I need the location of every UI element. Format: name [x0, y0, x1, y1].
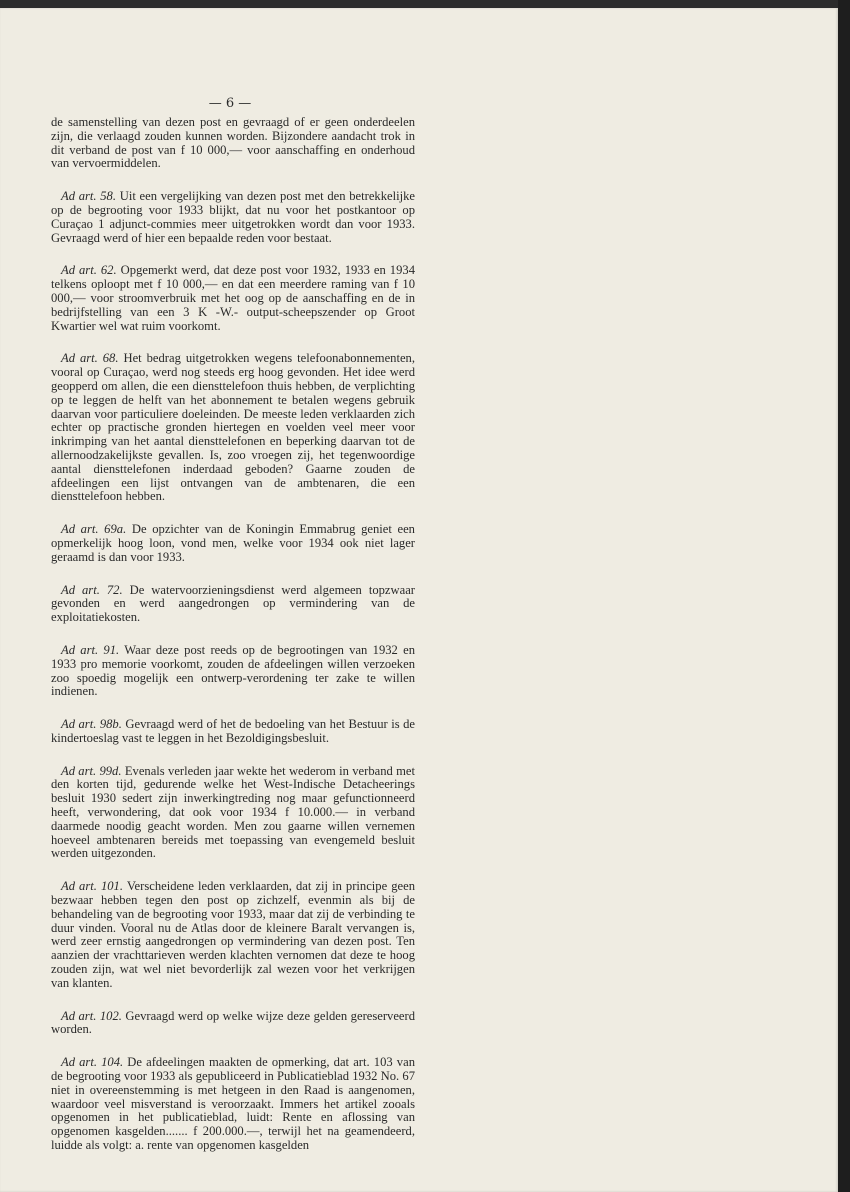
paragraph-art-62 [51, 264, 415, 333]
article-reference: Ad art. 104. [61, 1055, 124, 1070]
paragraph-continuation [51, 116, 415, 171]
article-reference: Ad art. 72. [61, 582, 123, 597]
paragraph-art-72 [51, 584, 415, 625]
paragraph-text: Het bedrag uitgetrokken wegens telefoonabonnementen, vooral op Curaçao, werd nog steeds erg hoog gevonden. Het idee werd geopperd om allen, die een diensttelefoon thuis hebben, de verplichting op te leggen de helft van het abonnement te betalen wegens gebruik daarvan voor particuliere doeleinden. De meeste leden verklaarden zich echter op practische gronden hiertegen en voelden veel meer voor inkrimping van het aantal diensttelefonen en beperking daarvan tot de allernoodzakelijkste gevallen. Is, zoo vroegen zij, het tegenwoordige aantal diensttelefonen inderdaad geboden? Gaarne zouden de afdeelingen een lijst ontvangen van de ambtenaren, die een diensttelefoon hebben. [51, 351, 416, 504]
paragraph-art-104 [51, 1056, 415, 1153]
page-body [51, 116, 415, 1172]
scan-top-border [0, 0, 850, 8]
paragraph-text: Uit een vergelijking van dezen post met den betrekkelijke op de begrooting voor 1933 blijkt, dat nu voor het postkantoor op Curaçao 1 adjunct-commies meer uitgetrokken wordt dan voor 1933. Gevraagd werd of hier een bepaalde reden voor bestaat. [51, 189, 415, 245]
article-reference: Ad art. 58. [61, 189, 117, 204]
article-reference: Ad art. 98b. [61, 717, 122, 732]
paragraph-text: Evenals verleden jaar wekte het wederom in verband met den korten tijd, gedurende welke het West-Indische Detacheerings besluit 1930 sedert zijn inwerkingtreding nog maar gefunctionneerd heeft, verwondering, dat ook voor 1934 f 10.000.— in verband daarmede noodig geacht worden. Men zou gaarne willen vernemen hoeveel ambtenaren bereids met toepassing van evengemeld besluit werden uitgezonden. [51, 763, 416, 861]
article-reference: Ad art. 99d. [61, 763, 122, 778]
paragraph-art-99d [51, 765, 415, 862]
scan-right-border [838, 0, 850, 1192]
paragraph-art-69a [51, 523, 415, 564]
article-reference: Ad art. 101. [61, 879, 123, 894]
paragraph-text: Verscheidene leden verklaarden, dat zij in principe geen bezwaar hebben tegen den post op zichzelf, evenmin als bij de behandeling van de begrooting voor 1933, maar dat zij de verbinding te duur vinden. Vooral nu de Atlas door de kleinere Baralt vervangen is, werd zeer ernstig aangedrongen op vermindering van dezen post. Ten aanzien der vrachttarieven werden klachten vernomen dat deze te hoog zouden zijn, wat wel niet bevorderlijk zal wezen voor het verkrijgen van klanten. [51, 879, 416, 990]
paragraph-art-101 [51, 880, 415, 990]
page-number: — 6 — [208, 96, 252, 111]
article-reference: Ad art. 68. [61, 351, 119, 366]
paragraph-text: De afdeelingen maakten de opmerking, dat art. 103 van de begrooting voor 1933 als gepubliceerd in Publicatieblad 1932 No. 67 niet in overeenstemming is met hetgeen in den Raad is aangenomen, waardoor veel misverstand is veroorzaakt. Immers het artikel zooals opgenomen in het publicatieblad, luidt: Rente en aflossing van opgenomen kasgelden....... f 200.000.—, terwijl het na geamendeerd, luidde als volgt: a. rente van opgenomen kasgelden [51, 1055, 415, 1153]
paragraph-text: Gevraagd werd op welke wijze deze gelden gereserveerd worden. [51, 1008, 416, 1037]
article-reference: Ad art. 91. [61, 642, 120, 657]
document-page [0, 8, 838, 1192]
paragraph-text: De watervoorzieningsdienst werd algemeen topzwaar gevonden en werd aangedrongen op vermindering van de exploitatiekosten. [51, 582, 415, 625]
paragraph-art-102 [51, 1010, 415, 1038]
article-reference: Ad art. 69a. [61, 522, 127, 537]
paragraph-art-68 [51, 352, 415, 504]
paragraph-art-98b [51, 718, 415, 746]
paragraph-text: Gevraagd werd of het de bedoeling van het Bestuur is de kindertoeslag vast te leggen in het Bezoldigingsbesluit. [51, 717, 416, 745]
article-reference: Ad art. 62. [61, 263, 117, 278]
paragraph-text: de samenstelling van dezen post en gevraagd of er geen onderdeelen zijn, die verlaagd zouden kunnen worden. Bijzondere aandacht trok in dit verband de post van f 10 000,— voor aanschaffing en onderhoud van vervoermiddelen. [51, 115, 415, 171]
paragraph-art-58 [51, 190, 415, 245]
paragraph-text: Waar deze post reeds op de begrootingen van 1932 en 1933 pro memorie voorkomt, zouden de afdeelingen willen verzoeken zoo spoedig mogelijk een ontwerp-verordening ter zake te willen indienen. [51, 642, 416, 699]
paragraph-art-91 [51, 644, 415, 699]
article-reference: Ad art. 102. [61, 1008, 122, 1023]
paragraph-text: Opgemerkt werd, dat deze post voor 1932, 1933 en 1934 telkens oploopt met f 10 000,— en dat een meerdere raming van f 10 000,— voor stroomverbruik met het oog op de aanschaffing en de in bedrijfstelling van een 3 K -W.- output-scheepszender op Groot Kwartier wel wat ruim voorkomt. [51, 263, 415, 333]
paragraph-text: De opzichter van de Koningin Emmabrug geniet een opmerkelijk hoog loon, vond men, welke voor 1934 ook niet lager geraamd is dan voor 1933. [51, 522, 415, 564]
